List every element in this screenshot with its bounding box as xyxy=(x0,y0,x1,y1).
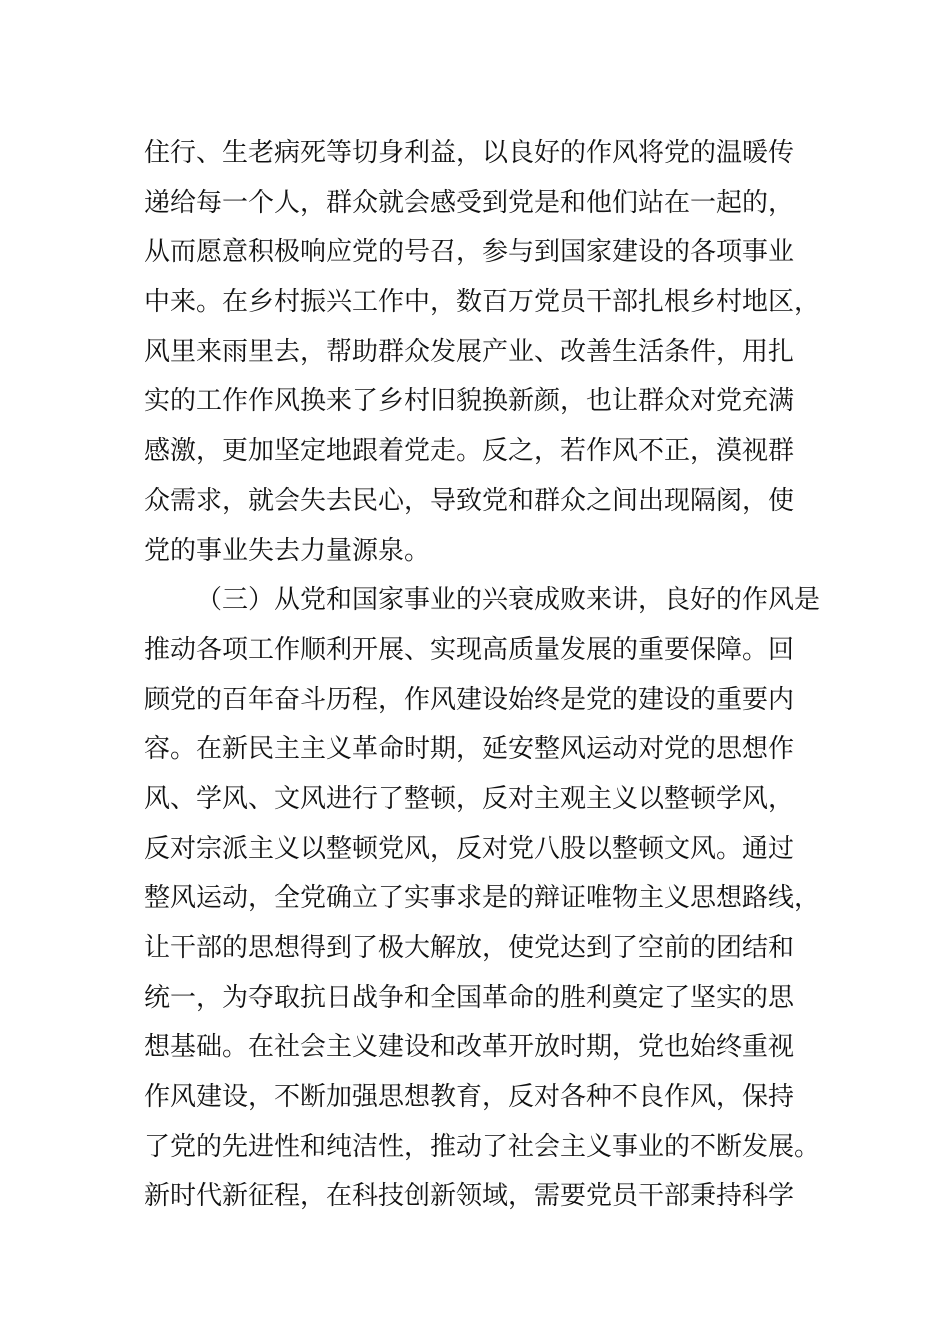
text-line: 顾党的百年奋斗历程，作风建设始终是党的建设的重要内 xyxy=(144,684,795,715)
text-line: 让干部的思想得到了极大解放，使党达到了空前的团结和 xyxy=(144,933,795,963)
text-line: 想基础。在社会主义建设和改革开放时期，党也始终重视 xyxy=(144,1032,795,1063)
body-text xyxy=(144,129,824,1222)
text-line: 了党的先进性和纯洁性，推动了社会主义事业的不断发展。 xyxy=(144,1131,821,1162)
text-line: 风里来雨里去，帮助群众发展产业、改善生活条件，用扎 xyxy=(144,336,795,367)
text-line: 风、学风、文风进行了整顿，反对主观主义以整顿学风， xyxy=(144,783,795,814)
text-line: 众需求，就会失去民心，导致党和群众之间出现隔阂，使 xyxy=(144,485,795,516)
section-heading-line: （三）从党和国家事业的兴衰成败来讲，良好的作风是 xyxy=(196,585,821,616)
text-line: 从而愿意积极响应党的号召，参与到国家建设的各项事业 xyxy=(144,237,795,268)
text-line: 党的事业失去力量源泉。 xyxy=(144,535,431,566)
text-line: 住行、生老病死等切身利益，以良好的作风将党的温暖传 xyxy=(144,138,795,168)
text-line: 中来。在乡村振兴工作中，数百万党员干部扎根乡村地区， xyxy=(144,287,821,318)
text-line: 推动各项工作顺利开展、实现高质量发展的重要保障。回 xyxy=(144,634,795,665)
text-line: 实的工作作风换来了乡村旧貌换新颜，也让群众对党充满 xyxy=(144,386,795,417)
text-line: 整风运动，全党确立了实事求是的辩证唯物主义思想路线， xyxy=(144,883,821,914)
text-line: 感激，更加坚定地跟着党走。反之，若作风不正，漠视群 xyxy=(144,436,795,467)
text-line: 作风建设，不断加强思想教育，反对各种不良作风，保持 xyxy=(144,1082,795,1113)
text-line: 递给每一个人，群众就会感受到党是和他们站在一起的， xyxy=(144,187,795,218)
text-line: 新时代新征程，在科技创新领域，需要党员干部秉持科学 xyxy=(144,1181,795,1212)
text-line: 统一，为夺取抗日战争和全国革命的胜利奠定了坚实的思 xyxy=(144,982,795,1013)
text-line: 反对宗派主义以整顿党风，反对党八股以整顿文风。通过 xyxy=(144,833,795,864)
text-line: 容。在新民主主义革命时期，延安整风运动对党的思想作 xyxy=(144,734,795,765)
